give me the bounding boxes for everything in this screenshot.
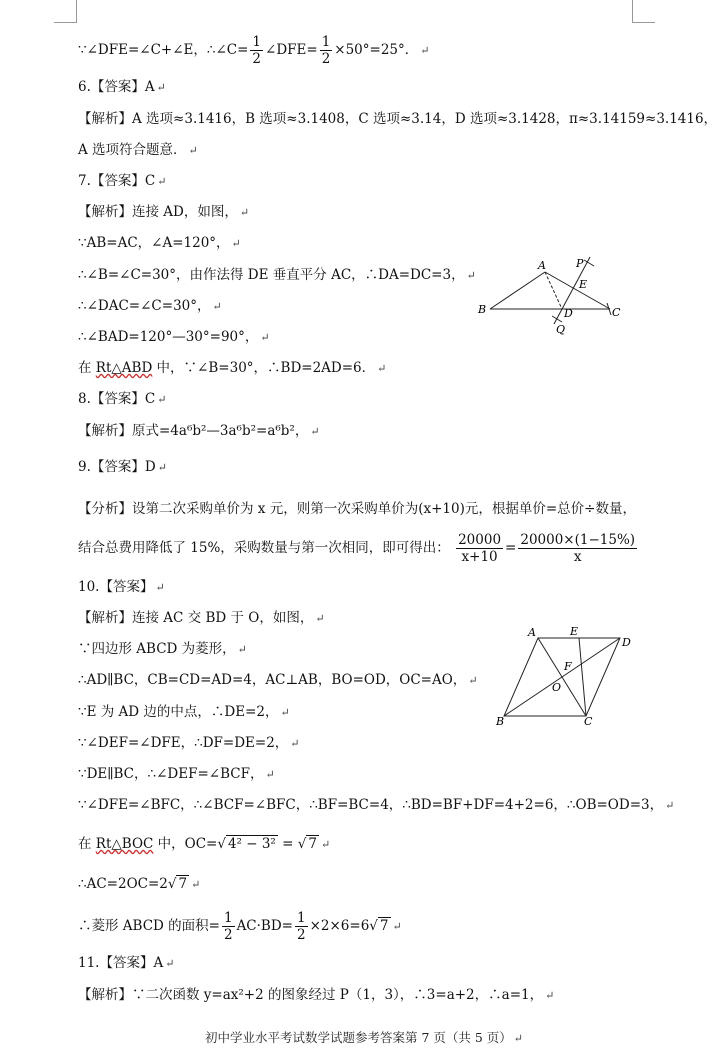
segment-ab <box>490 272 545 309</box>
paragraph-mark: ↵ <box>239 206 250 219</box>
text: ×50°=25°． <box>334 42 419 58</box>
paragraph-mark: ↵ <box>377 362 387 375</box>
q10-line <box>78 670 478 691</box>
label-e: E <box>579 278 588 291</box>
denominator: 2 <box>223 927 233 943</box>
segment-ec <box>579 638 586 716</box>
corner-mark-right-h <box>632 22 655 23</box>
q7-answer <box>78 171 166 192</box>
text: = <box>277 836 298 852</box>
paragraph-mark: ↵ <box>265 768 275 781</box>
numerator: 1 <box>252 34 262 50</box>
paragraph-mark: ↵ <box>280 706 290 719</box>
text: 【解析】原式=4a⁶b²—3a⁶b²=a⁶b²， <box>78 423 309 439</box>
q10-line <box>78 702 290 723</box>
label-a: A <box>528 626 536 639</box>
denominator: 2 <box>297 927 306 943</box>
q9-analysis <box>78 499 636 519</box>
text: 中，∵∠B=30°，∴BD=2AD=6． <box>152 360 376 376</box>
q7-line <box>78 202 249 223</box>
paragraph-mark: ↵ <box>237 643 247 656</box>
text: ∵∠DEF=∠DFE，∴DF=DE=2， <box>78 735 289 751</box>
text: 8.【答案】C <box>78 391 156 407</box>
paragraph-mark: ↵ <box>420 44 430 57</box>
line-dfe <box>78 34 429 67</box>
q8-explanation <box>78 421 320 442</box>
text: 【解析】∵二次函数 y=ax²+2 的图象经过 P（1，3），∴3=a+2，∴a=1， <box>78 987 544 1003</box>
paragraph-mark: ↵ <box>157 393 167 406</box>
q7-line <box>78 327 270 348</box>
label-b: B <box>478 303 487 316</box>
paragraph-mark: ↵ <box>191 878 201 891</box>
text: ∴∠B=∠C=30°，由作法得 DE 垂直平分 AC，∴DA=DC=3， <box>78 267 465 283</box>
text: AC·BD= <box>236 918 293 934</box>
label-p: P <box>576 257 584 270</box>
label-b: B <box>496 715 505 728</box>
denominator: 2 <box>321 51 331 67</box>
text: ∵∠DFE=∠C+∠E，∴∠C= <box>78 42 249 58</box>
text: ∵DE∥BC，∴∠DEF=∠BCF， <box>78 766 264 782</box>
text: 9.【答案】D <box>78 459 156 475</box>
q10-line <box>78 639 247 660</box>
denominator: 2 <box>252 51 262 67</box>
text: ∵∠DFE=∠BFC，∴∠BCF=∠BFC，∴BF=BC=4，∴BD=BF+DF=4+2=6，∴OB=OD=3， <box>78 797 664 813</box>
q7-line <box>78 233 241 254</box>
corner-mark-right-v <box>632 0 633 22</box>
paragraph-mark: ↵ <box>468 674 478 687</box>
numerator: 20000×(1−15%) <box>520 532 636 548</box>
q10-line <box>78 795 674 816</box>
paragraph-mark: ↵ <box>165 957 175 970</box>
text: ∴∠BAD=120°—30°=90°， <box>78 329 259 345</box>
fraction-half <box>295 910 308 943</box>
paragraph-mark: ↵ <box>665 799 675 812</box>
q10-line <box>78 764 275 785</box>
text: 6.【答案】A <box>78 79 155 95</box>
radical-sign: √ <box>297 836 307 852</box>
radical-sign: √ <box>167 876 177 892</box>
text: 在 <box>78 360 96 376</box>
label-d: D <box>564 307 573 320</box>
label-e: E <box>570 625 579 638</box>
fraction <box>518 532 637 565</box>
figure-triangle-abc <box>470 252 630 342</box>
text: ∴AD∥BC，CB=CD=AD=4，AC⊥AB，BO=OD，OC=AO， <box>78 672 467 688</box>
numerator: 1 <box>321 34 331 50</box>
q8-answer <box>78 389 166 410</box>
paragraph-mark: ↵ <box>157 461 167 474</box>
numerator: 20000 <box>458 532 502 548</box>
label-f: F <box>564 660 572 673</box>
q10-line <box>78 834 330 855</box>
text: 【解析】连接 AD，如图， <box>78 204 238 220</box>
text: 在 <box>78 836 96 852</box>
q7-line <box>78 265 476 286</box>
paragraph-mark: ↵ <box>315 612 325 625</box>
denominator: x <box>573 549 582 565</box>
text: 【解析】连接 AC 交 BD 于 O，如图， <box>78 610 314 626</box>
q10-line <box>78 874 200 895</box>
text: 【分析】设第二次采购单价为 x 元，则第一次采购单价为(x+10)元，根据单价=总价÷数量， <box>78 501 636 517</box>
text: ∴菱形 ABCD 的面积= <box>78 918 220 934</box>
fraction-half <box>320 34 333 67</box>
paragraph-mark: ↵ <box>155 581 165 594</box>
label-o: O <box>552 681 562 694</box>
paragraph-mark: ↵ <box>310 425 320 438</box>
q6-answer <box>78 77 166 98</box>
text: 结合总费用降低了 15%，采购数量与第一次相同，即可得出： <box>78 540 450 556</box>
paragraph-mark: ↵ <box>466 269 476 282</box>
numerator: 1 <box>297 910 306 926</box>
paragraph-mark: ↵ <box>392 920 402 933</box>
paragraph-mark: ↵ <box>545 989 555 1002</box>
q11-answer <box>78 953 174 974</box>
text: ∴AC=2OC=2 <box>78 876 168 892</box>
text: 中，OC= <box>153 836 218 852</box>
text: 7.【答案】C <box>78 173 156 189</box>
text: 10.【答案】 <box>78 579 154 595</box>
radical-sign: √ <box>369 918 378 934</box>
fraction <box>456 532 503 565</box>
text: Rt△ABD <box>95 360 153 376</box>
figure-rhombus-abcd <box>490 624 640 729</box>
radicand: 7 <box>379 918 389 934</box>
q10-line <box>78 608 325 629</box>
segment-ac <box>545 272 610 309</box>
paragraph-mark: ↵ <box>513 1032 524 1045</box>
fraction-half <box>222 910 235 943</box>
paragraph-mark: ↵ <box>156 81 166 94</box>
text: ∵AB=AC，∠A=120°， <box>78 235 230 251</box>
paragraph-mark: ↵ <box>212 300 222 313</box>
text: = <box>505 540 517 556</box>
radical-sign: √ <box>217 836 226 852</box>
corner-mark-left-h <box>54 22 77 23</box>
q11-explanation <box>78 985 554 1006</box>
q6-explanation <box>78 109 717 129</box>
corner-mark-left-v <box>76 0 77 22</box>
text: ×2×6=6 <box>309 918 370 934</box>
paragraph-mark: ↵ <box>188 144 198 157</box>
arc-mark <box>552 316 562 322</box>
text: ∴∠DAC=∠C=30°， <box>78 298 211 314</box>
text: 【解析】A 选项≈3.1416，B 选项≈3.1408，C 选项≈3.14，D 选项≈3.1428，π≈3.14159≈3.1416， <box>78 111 718 127</box>
q10-answer <box>78 577 165 598</box>
label-c: C <box>612 306 621 319</box>
q7-line <box>78 296 222 317</box>
radicand: 4² − 3² <box>227 836 276 852</box>
paragraph-mark: ↵ <box>320 838 331 851</box>
text: ∵四边形 ABCD 为菱形， <box>78 641 236 657</box>
q6-explanation-2 <box>78 140 198 161</box>
paragraph-mark: ↵ <box>260 331 270 344</box>
label-a: A <box>538 259 546 272</box>
q7-line <box>78 358 386 379</box>
paragraph-mark: ↵ <box>231 237 241 250</box>
page-footer <box>0 1028 728 1046</box>
text: ∠DFE= <box>265 42 318 58</box>
label-d: D <box>622 636 631 649</box>
numerator: 1 <box>223 910 233 926</box>
label-q: Q <box>556 323 566 336</box>
text: A 选项符合题意． <box>78 142 187 158</box>
radicand: 7 <box>178 876 188 892</box>
q10-area <box>78 910 402 943</box>
paragraph-mark: ↵ <box>290 737 300 750</box>
segment-ad-dashed <box>545 272 562 309</box>
fraction-half <box>250 34 263 67</box>
q9-answer <box>78 457 167 478</box>
label-c: C <box>584 715 593 728</box>
text: 11.【答案】A <box>78 955 164 971</box>
footer-text: 初中学业水平考试数学试题参考答案第 7 页（共 5 页） <box>204 1030 512 1045</box>
radicand: 7 <box>308 836 317 852</box>
q10-line <box>78 733 300 754</box>
q9-analysis-2 <box>78 532 639 565</box>
text: Rt△BOC <box>95 836 154 852</box>
paragraph-mark: ↵ <box>157 175 167 188</box>
denominator: x+10 <box>461 549 498 565</box>
text: ∵E 为 AD 边的中点，∴DE=2， <box>78 704 279 720</box>
